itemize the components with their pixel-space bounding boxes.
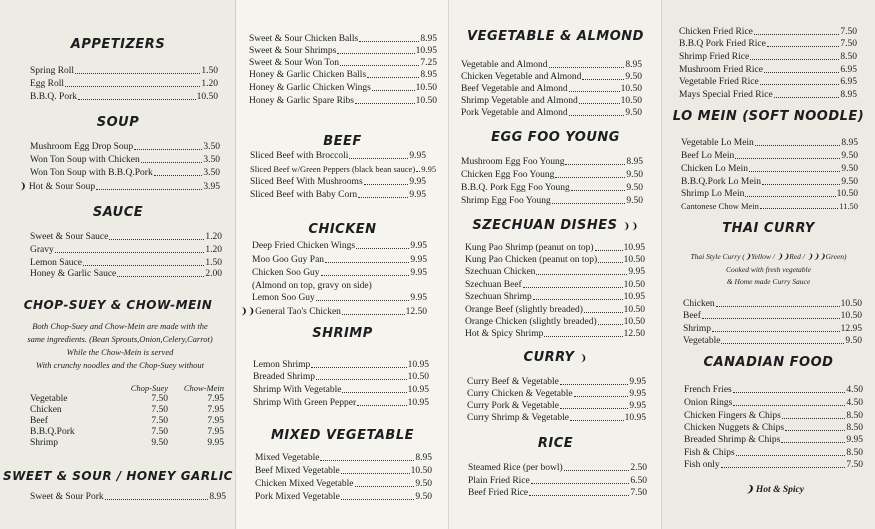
menu-item: Szechuan Shrimp 10.95 <box>465 292 645 302</box>
menu-item: Szechuan Chicken 9.95 <box>465 267 645 277</box>
menu-item: Vegetable Lo Mein 8.95 <box>681 138 858 148</box>
chop-suey-note-2: same ingredients. (Bean Sprouts,Onion,Celery,Carrot) <box>27 334 213 344</box>
menu-item: ❩❩General Tao's Chicken 12.50 <box>240 306 427 317</box>
menu-item: B.B.Q Pork Fried Rice 7.50 <box>679 39 857 49</box>
menu-item: Breaded Shrimp & Chips 9.95 <box>684 435 863 445</box>
menu-item: Beef Mixed Vegetable 10.50 <box>255 466 432 476</box>
menu-item: Chicken Mixed Vegetable 9.50 <box>255 479 432 489</box>
menu-item: Deep Fried Chicken Wings 9.95 <box>252 241 427 251</box>
menu-item: Mushroom Egg Foo Young 8.95 <box>461 157 643 167</box>
thai-curry-note-1: Thai Style Curry (❩Yellow / ❩❩Red / ❩❩❩Green) <box>690 252 847 261</box>
menu-item: Szechuan Beef 10.50 <box>465 280 645 290</box>
menu-item: Beef Vegetable and Almond 10.50 <box>461 84 642 94</box>
menu-item: Lemon Soo Guy 9.95 <box>252 293 427 303</box>
menu-item: Sliced Beef w/Green Peppers (black bean sauce) 9.95 <box>250 164 437 174</box>
menu-item: Egg Roll 1.20 <box>30 79 218 89</box>
menu-item: Gravy 1.20 <box>30 245 222 255</box>
chop-suey-note-4: With crunchy noodles and the Chop-Suey without <box>35 360 205 370</box>
menu-item: Curry Shrimp & Vegetable 10.95 <box>467 413 646 423</box>
menu-item: Honey & Garlic Sauce 2.00 <box>30 269 222 279</box>
menu-item: French Fries 4.50 <box>684 385 863 395</box>
menu-item: Moo Goo Guy Pan 9.95 <box>252 255 427 265</box>
section-title-shrimp: SHRIMP <box>312 326 373 341</box>
menu-item: Beef Fried Rice 7.50 <box>468 488 647 498</box>
menu-item: Chicken 10.50 <box>683 299 862 309</box>
menu-item: Beef 10.50 <box>683 311 862 321</box>
menu-item: B.B.Q.Pork Lo Mein 9.50 <box>681 177 858 187</box>
menu-item: Shrimp With Green Pepper 10.95 <box>253 398 429 408</box>
pepper-icon: ❩ <box>746 484 754 494</box>
menu-item: Sweet & Sour Won Ton 7.25 <box>249 58 437 68</box>
menu-item: Curry Pork & Vegetable 9.95 <box>467 401 646 411</box>
menu-panel-2 <box>236 0 449 529</box>
menu-item: Kung Pao Chicken (peanut on top) 10.50 <box>465 255 645 265</box>
menu-item: Chicken Lo Mein 9.50 <box>681 164 858 174</box>
section-title-vegetable-almond: VEGETABLE & ALMOND <box>467 29 644 44</box>
menu-item: ❩ Hot & Sour Soup 3.95 <box>19 181 220 192</box>
legend-hot-spicy: ❩ Hot & Spicy <box>746 484 804 495</box>
section-title-thai-curry: THAI CURRY <box>722 221 815 236</box>
menu-item: Beef Lo Mein 9.50 <box>681 151 858 161</box>
menu-item: Vegetable Fried Rice 6.95 <box>679 77 857 87</box>
menu-item: Sweet & Sour Chicken Balls 8.95 <box>249 34 437 44</box>
pepper-icon: ❩ <box>19 181 27 191</box>
menu-item: Orange Chicken (slightly breaded) 10.50 <box>465 317 645 327</box>
thai-curry-note-3: & Home made Curry Sauce <box>726 277 811 286</box>
menu-item: Mixed Vegetable 8.95 <box>255 453 432 463</box>
menu-item: Spring Roll 1.50 <box>30 66 218 76</box>
section-title-appetizers: APPETIZERS <box>70 37 166 52</box>
menu-panel-1 <box>0 0 236 529</box>
section-title-sauce: SAUCE <box>92 205 144 220</box>
almond-note: (Almond on top, gravy on side) <box>252 281 372 291</box>
chop-suey-price-table <box>30 383 224 449</box>
section-title-curry: CURRY ❩ <box>523 350 588 365</box>
menu-item: Sweet & Sour Pork 8.95 <box>30 492 226 502</box>
menu-item: B.B.Q. Pork Egg Foo Young 9.50 <box>461 183 643 193</box>
menu-item: Hot & Spicy Shrimp 12.50 <box>465 329 645 339</box>
menu-item: Pork Vegetable and Almond 9.50 <box>461 108 642 118</box>
menu-item: Cantonese Chow Mein 11.50 <box>681 201 858 211</box>
pepper-icon: ❩ <box>579 354 588 364</box>
menu-item: Honey & Garlic Chicken Wings 10.50 <box>249 83 437 93</box>
section-title-chicken: CHICKEN <box>308 222 377 237</box>
menu-item: Won Ton Soup with Chicken 3.50 <box>30 155 220 165</box>
menu-item: Shrimp Fried Rice 8.50 <box>679 52 857 62</box>
menu-item: Chicken Fingers & Chips 8.50 <box>684 411 863 421</box>
menu-item: Shrimp 12.95 <box>683 324 862 334</box>
chop-suey-note-3: While the Chow-Mein is served <box>66 347 174 357</box>
table-row: B.B.Q.Pork 7.50 7.95 <box>30 427 224 437</box>
section-title-egg-foo-young: EGG FOO YOUNG <box>491 130 620 145</box>
menu-item: Chicken Fried Rice 7.50 <box>679 27 857 37</box>
section-title-canadian-food: CANADIAN FOOD <box>703 355 834 370</box>
menu-item: Breaded Shrimp 10.50 <box>253 372 429 382</box>
section-title-soup: SOUP <box>96 115 140 130</box>
menu-item: Chicken Nuggets & Chips 8.50 <box>684 423 863 433</box>
menu-item: B.B.Q. Pork 10.50 <box>30 92 218 102</box>
menu-item: Fish & Chips 8.50 <box>684 448 863 458</box>
menu-item: Orange Beef (slightly breaded) 10.50 <box>465 305 645 315</box>
section-title-sweet-sour: SWEET & SOUR / HONEY GARLIC <box>3 469 233 483</box>
menu-panel-3 <box>449 0 662 529</box>
menu-panel-4 <box>662 0 875 529</box>
menu-item: Plain Fried Rice 6.50 <box>468 476 647 486</box>
menu-item: Sliced Beef with Baby Corn 9.95 <box>250 190 426 200</box>
table-row: Shrimp 9.50 9.95 <box>30 438 224 448</box>
menu-item: Sliced Beef with Broccoli 9.95 <box>250 151 426 161</box>
menu-item: Mays Special Fried Rice 8.95 <box>679 90 857 100</box>
menu-item: Won Ton Soup with B.B.Q.Pork 3.50 <box>30 168 220 178</box>
menu-item: Shrimp Egg Foo Young 9.50 <box>461 196 643 206</box>
table-header: Chop-Suey Chow-Mein <box>130 383 224 393</box>
section-title-szechuan: SZECHUAN DISHES ❩❩ <box>472 218 639 233</box>
pepper-icon: ❩❩ <box>622 222 639 232</box>
menu-item: Pork Mixed Vegetable 9.50 <box>255 492 432 502</box>
menu-item: Fish only 7.50 <box>684 460 863 470</box>
menu-item: Curry Chicken & Vegetable 9.95 <box>467 389 646 399</box>
menu-item: Chicken Soo Guy 9.95 <box>252 268 427 278</box>
table-row: Chicken 7.50 7.95 <box>30 405 224 415</box>
menu-item: Curry Beef & Vegetable 9.95 <box>467 377 646 387</box>
menu-item: Honey & Garlic Spare Ribs 10.50 <box>249 96 437 106</box>
menu-item: Lemon Shrimp 10.95 <box>253 360 429 370</box>
menu-item: Chicken Vegetable and Almond 9.50 <box>461 72 642 82</box>
pepper-icon: ❩❩ <box>240 306 256 316</box>
menu-item: Sweet & Sour Shrimps 10.95 <box>249 46 437 56</box>
menu-item: Vegetable and Almond 8.95 <box>461 60 642 70</box>
menu-item: Mushroom Egg Drop Soup 3.50 <box>30 142 220 152</box>
menu-item: Onion Rings 4.50 <box>684 398 863 408</box>
menu-item: Sliced Beef With Mushrooms 9.95 <box>250 177 426 187</box>
table-row: Vegetable 7.50 7.95 <box>30 394 224 404</box>
menu-item: Kung Pao Shrimp (peanut on top) 10.95 <box>465 243 645 253</box>
menu-item: Lemon Sauce 1.50 <box>30 258 222 268</box>
menu-item: Sweet & Sour Sauce 1.20 <box>30 232 222 242</box>
menu-item: Shrimp With Vegetable 10.95 <box>253 385 429 395</box>
menu-item: Chicken Egg Foo Young 9.50 <box>461 170 643 180</box>
menu-item: Steamed Rice (per bowl) 2.50 <box>468 463 647 473</box>
menu-item: Shrimp Vegetable and Almond 10.50 <box>461 96 642 106</box>
menu-item: Vegetable 9.50 <box>683 336 862 346</box>
menu-item: Shrimp Lo Mein 10.50 <box>681 189 858 199</box>
menu-item: Honey & Garlic Chicken Balls 8.95 <box>249 70 437 80</box>
menu-item: Mushroom Fried Rice 6.95 <box>679 65 857 75</box>
section-title-lo-mein: LO MEIN (SOFT NOODLE) <box>672 109 865 124</box>
section-title-rice: RICE <box>537 436 574 451</box>
chop-suey-note-1: Both Chop-Suey and Chow-Mein are made with the <box>32 321 208 331</box>
section-title-beef: BEEF <box>323 134 362 149</box>
section-title-chop-suey: CHOP-SUEY & CHOW-MEIN <box>23 298 213 312</box>
table-row: Beef 7.50 7.95 <box>30 416 224 426</box>
thai-curry-note-2: Cooked with fresh vegetable <box>726 265 811 274</box>
section-title-mixed-vegetable: MIXED VEGETABLE <box>271 428 414 443</box>
